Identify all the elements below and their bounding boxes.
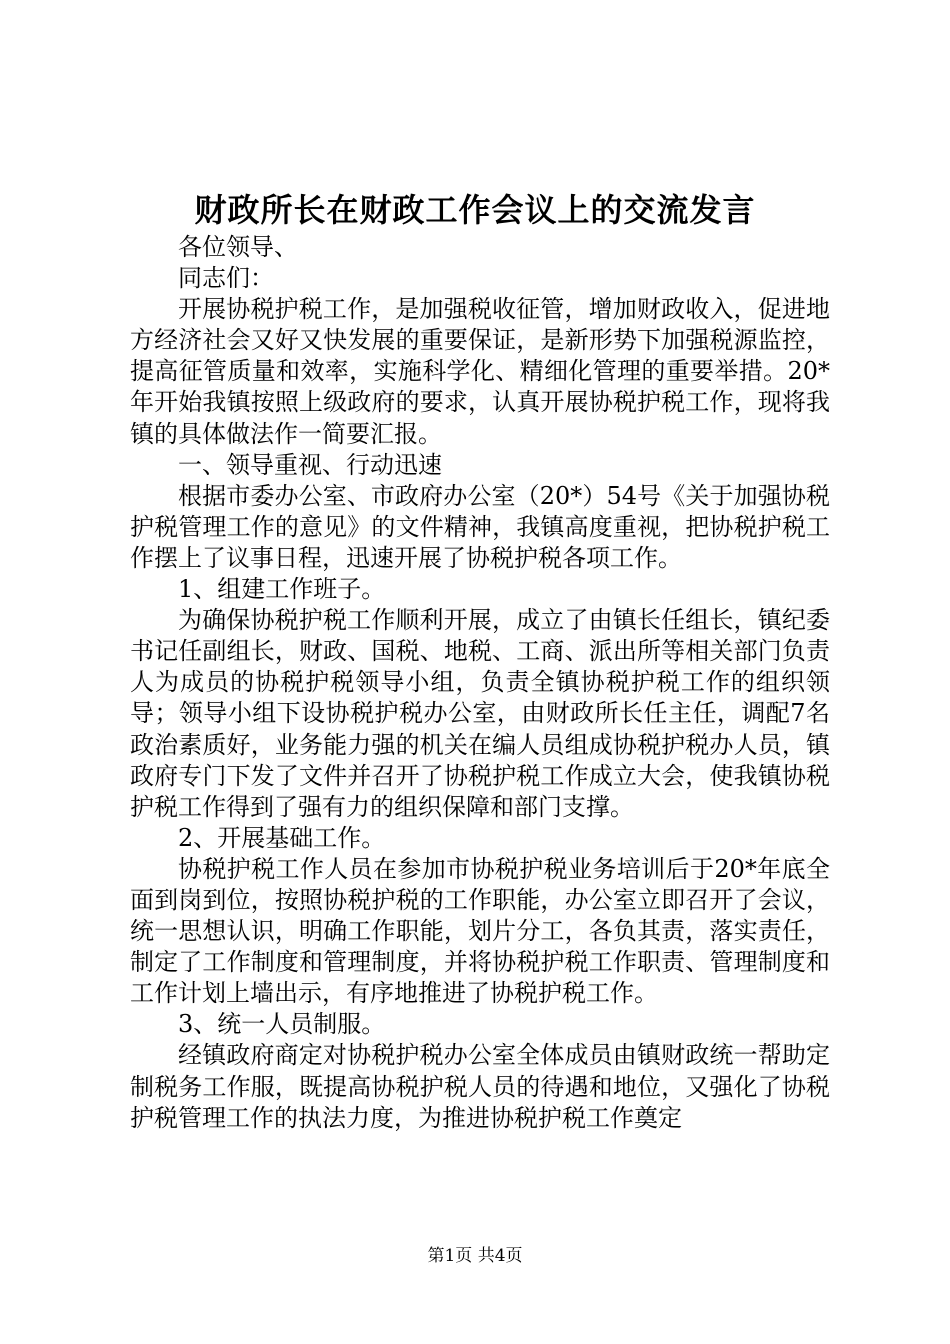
- intro-paragraph: 开展协税护税工作，是加强税收征管，增加财政收入，促进地方经济社会又好又快发展的重要保证，是新形势下加强税源监控，提高征管质量和效率，实施科学化、精细化管理的重要举措。20*年开始我镇按照上级政府的要求，认真开展协税护税工作，现将我镇的具体做法作一简要汇报。: [130, 295, 830, 448]
- subheading-3: 3、统一人员制服。: [178, 1010, 386, 1039]
- section-heading-1: 一、领导重视、行动迅速: [178, 450, 442, 479]
- salutation-leaders: 各位领导、: [178, 233, 298, 261]
- section-1-paragraph: 根据市委办公室、市政府办公室（20*）54号《关于加强协税护税管理工作的意见》的文件精神，我镇高度重视，把协税护税工作摆上了议事日程，迅速开展了协税护税各项工作。: [130, 481, 830, 572]
- subsection-2-paragraph: 协税护税工作人员在参加市协税护税业务培训后于20*年底全面到岗到位，按照协税护税的工作职能，办公室立即召开了会议，统一思想认识，明确工作职能，划片分工，各负其责，落实责任，制定了工作制度和管理制度，并将协税护税工作职责、管理制度和工作计划上墙出示，有序地推进了协税护税工作。: [130, 854, 830, 1008]
- subheading-2: 2、开展基础工作。: [178, 823, 386, 852]
- page-number-footer: 第1页 共4页: [427, 1246, 523, 1266]
- subheading-1: 1、组建工作班子。: [178, 575, 386, 604]
- document-title: 财政所长在财政工作会议上的交流发言: [194, 191, 756, 229]
- subsection-1-paragraph: 为确保协税护税工作顺利开展，成立了由镇长任组长，镇纪委书记任副组长，财政、国税、地税、工商、派出所等相关部门负责人为成员的协税护税领导小组，负责全镇协税护税工作的组织领导；领导小组下设协税护税办公室，由财政所长任主任，调配7名政治素质好，业务能力强的机关在编人员组成协税护税办人员，镇政府专门下发了文件并召开了协税护税工作成立大会，使我镇协税护税工作得到了强有力的组织保障和部门支撑。: [130, 606, 830, 821]
- document-body: [130, 232, 830, 1134]
- subsection-3-paragraph: 经镇政府商定对协税护税办公室全体成员由镇财政统一帮助定制税务工作服，既提高协税护税人员的待遇和地位，又强化了协税护税管理工作的执法力度，为推进协税护税工作奠定: [130, 1041, 830, 1132]
- salutation-comrades: 同志们：: [178, 264, 274, 293]
